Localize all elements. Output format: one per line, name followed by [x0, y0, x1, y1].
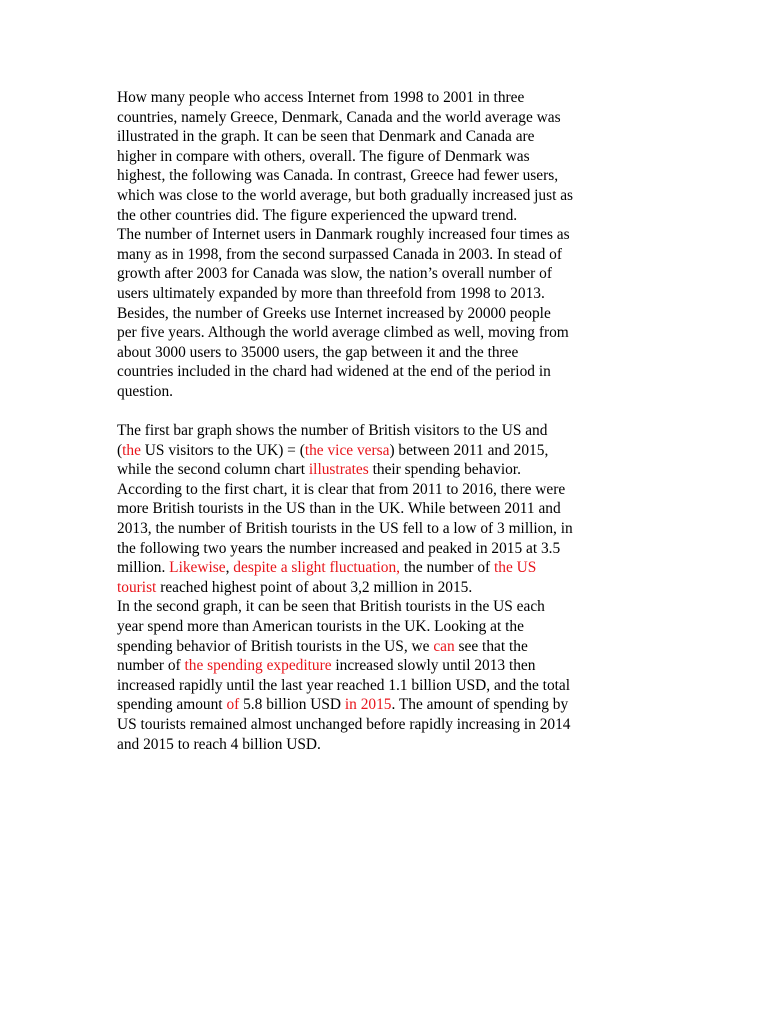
text-run: 2013, the number of British tourists in the US fell to a low of 3 million, in — [117, 520, 573, 538]
text-run: and 2015 to reach 4 billion USD. — [117, 735, 321, 753]
text-line — [117, 676, 657, 696]
text-run: spending amount — [117, 696, 227, 714]
text-run: reached highest point of about 3,2 million in 2015. — [156, 578, 473, 596]
text-run: the number of — [400, 559, 495, 577]
text-line — [117, 597, 657, 617]
text-run: ( — [117, 441, 123, 459]
text-line — [117, 362, 657, 382]
text-run: users ultimately expanded by more than threefold from 1998 to 2013. — [117, 284, 545, 302]
text-run: 5.8 billion USD — [239, 696, 345, 714]
text-line — [117, 539, 657, 559]
text-run: spending behavior of British tourists in the US, we — [117, 637, 434, 655]
highlighted-text: the — [122, 441, 141, 459]
text-run: their spending behavior. — [368, 461, 521, 479]
text-run: higher in compare with others, overall. The figure of Denmark was — [117, 147, 530, 165]
text-line — [117, 284, 657, 304]
text-line — [117, 304, 657, 324]
highlighted-text: Likewise — [169, 559, 226, 577]
text-run: question. — [117, 382, 174, 400]
paragraph-british-tourists — [117, 421, 657, 754]
highlighted-text: the vice versa — [304, 441, 390, 459]
text-run: The number of Internet users in Danmark roughly increased four times as — [117, 226, 570, 244]
text-run: per five years. Although the world average climbed as well, moving from — [117, 324, 569, 342]
text-line — [117, 480, 657, 500]
highlighted-text: the US — [494, 559, 537, 577]
text-line — [117, 519, 657, 539]
text-line — [117, 88, 657, 108]
text-line — [117, 323, 657, 343]
text-line — [117, 206, 657, 226]
highlighted-text: of — [226, 696, 240, 714]
text-run: more British tourists in the US than in the UK. While between 2011 and — [117, 500, 561, 518]
text-line — [117, 558, 657, 578]
text-line — [117, 127, 657, 147]
paragraph-spacer — [117, 402, 657, 422]
text-run: while the second column chart — [117, 461, 309, 479]
highlighted-text: in 2015 — [344, 696, 392, 714]
text-run: How many people who access Internet from 1998 to 2001 in three — [117, 89, 525, 106]
text-line — [117, 715, 657, 735]
text-line — [117, 382, 657, 402]
paragraph-internet-users — [117, 88, 657, 402]
text-line — [117, 166, 657, 186]
text-run: highest, the following was Canada. In contrast, Greece had fewer users, — [117, 167, 559, 185]
text-run: million. — [117, 559, 170, 577]
text-line — [117, 460, 657, 480]
text-run: which was close to the world average, but both gradually increased just as — [117, 186, 574, 204]
text-run: many as in 1998, from the second surpassed Canada in 2003. In stead of — [117, 245, 562, 263]
text-line — [117, 245, 657, 265]
text-run: ) between 2011 and 2015, — [389, 441, 549, 459]
text-line — [117, 441, 657, 461]
text-run: In the second graph, it can be seen that British tourists in the US each — [117, 598, 545, 616]
highlighted-text: the spending expediture — [184, 657, 332, 675]
text-run: the other countries did. The figure experienced the upward trend. — [117, 206, 518, 224]
document-page — [117, 88, 657, 754]
text-line — [117, 225, 657, 245]
text-run: The first bar graph shows the number of British visitors to the US and — [117, 422, 548, 440]
text-run: countries, namely Greece, Denmark, Canada and the world average was — [117, 108, 561, 126]
text-line — [117, 499, 657, 519]
highlighted-text: can — [433, 637, 455, 655]
highlighted-text: despite a slight fluctuation, — [233, 559, 400, 577]
text-line — [117, 343, 657, 363]
text-run: about 3000 users to 35000 users, the gap between it and the three — [117, 343, 519, 361]
text-line — [117, 617, 657, 637]
text-run: According to the first chart, it is clear that from 2011 to 2016, there were — [117, 480, 566, 498]
text-run: . The amount of spending by — [391, 696, 569, 714]
text-line — [117, 695, 657, 715]
text-run: the following two years the number increased and peaked in 2015 at 3.5 — [117, 539, 561, 557]
text-run: US tourists remained almost unchanged before rapidly increasing in 2014 — [117, 716, 571, 733]
text-line — [117, 186, 657, 206]
text-line — [117, 108, 657, 128]
text-run: growth after 2003 for Canada was slow, the nation’s overall number of — [117, 265, 552, 283]
text-run: increased rapidly until the last year reached 1.1 billion USD, and the total — [117, 676, 571, 694]
highlighted-text: illustrates — [308, 461, 369, 479]
text-run: see that the — [454, 637, 528, 655]
text-run: Besides, the number of Greeks use Internet increased by 20000 people — [117, 304, 551, 322]
text-run: , — [225, 559, 234, 577]
text-run: year spend more than American tourists in the UK. Looking at the — [117, 618, 524, 636]
highlighted-text: tourist — [117, 578, 157, 596]
text-run: number of — [117, 657, 185, 675]
text-line — [117, 147, 657, 167]
text-line — [117, 735, 657, 755]
text-run: illustrated in the graph. It can be seen that Denmark and Canada are — [117, 128, 535, 146]
text-line — [117, 656, 657, 676]
text-run: increased slowly until 2013 then — [331, 657, 536, 675]
text-line — [117, 264, 657, 284]
text-run: countries included in the chard had widened at the end of the period in — [117, 363, 551, 381]
text-run: US visitors to the UK) = ( — [140, 441, 305, 459]
text-line — [117, 578, 657, 598]
text-line — [117, 421, 657, 441]
text-line — [117, 637, 657, 657]
